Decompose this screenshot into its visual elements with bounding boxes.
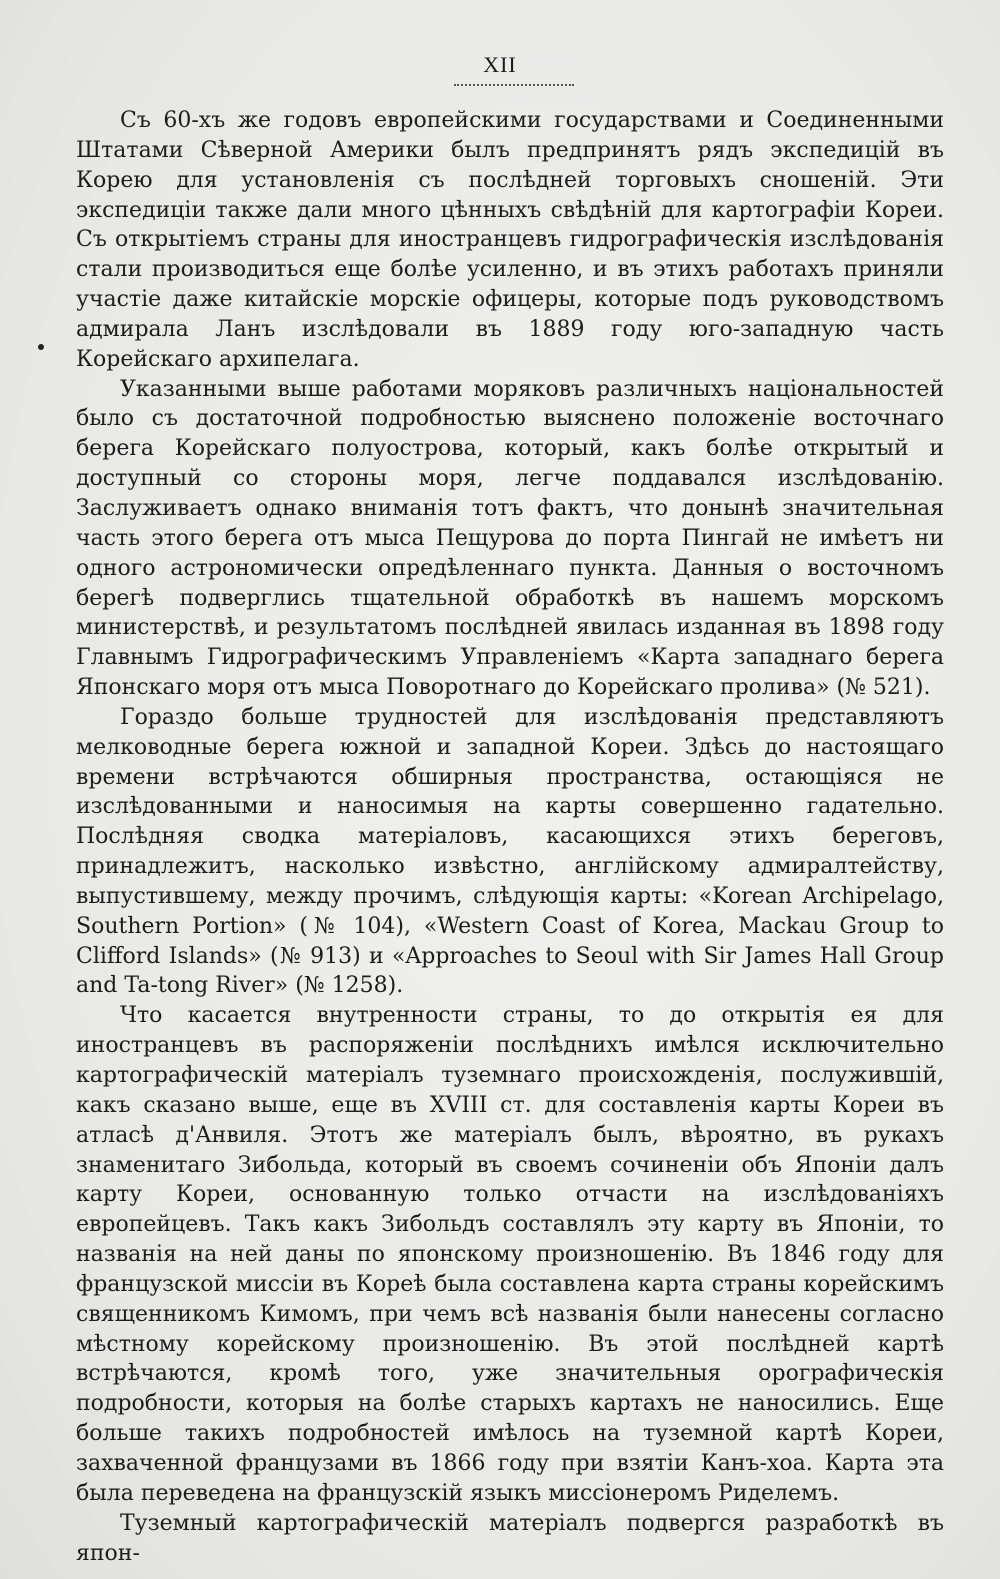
paragraph-interior: Что касается внутренности страны, то до открытія ея для иностранцевъ въ распоряженіи послѣднихъ имѣлся исключительно картографическій матеріалъ туземнаго происхожденія, послужившій, какъ сказано выше, еще въ XVIII ст. для составленія карты Кореи въ атласѣ д'Анвиля. Этотъ же матеріалъ былъ, вѣроятно, въ рукахъ знаменитаго Зибольда, который въ своемъ сочиненіи объ Японіи далъ карту Кореи, основанную только отчасти на изслѣдованіяхъ европейцевъ. Такъ какъ Зибольдъ составлялъ эту карту въ Японіи, то названія на ней даны по японскому произношенію. Въ 1846 году для французской миссіи въ Кореѣ была составлена карта страны корейскимъ священникомъ Кимомъ, при чемъ всѣ названія были нанесены согласно мѣстному корейскому произношенію. Въ этой послѣдней картѣ встрѣчаются, кромѣ того, уже значительныя орографическія подробности, которыя на болѣе старыхъ картахъ не наносились. Еще больше такихъ подробностей имѣлось на туземной картѣ Кореи, захваченной французами въ 1866 году при взятіи Канъ-хоа. Карта эта была переведена на французскій языкъ миссіонеромъ Риделемъ. xyxy=(76,1003,944,1506)
body-text xyxy=(76,106,944,1568)
margin-mark xyxy=(38,344,44,350)
paragraph-native-material: Туземный картографическій матеріалъ подвергся разработкѣ въ япон- xyxy=(76,1510,944,1566)
page-number: XII xyxy=(483,52,517,77)
paragraph-expeditions: Съ 60-хъ же годовъ европейскими государствами и Соединенными Штатами Сѣверной Америки былъ предпринятъ рядъ экспедицій въ Корею для установленія съ послѣдней торговыхъ сношеній. Эти экспедиціи также дали много цѣнныхъ свѣдѣній для картографіи Кореи. Съ открытіемъ страны для иностранцевъ гидрографическія изслѣдованія стали производиться еще болѣе усиленно, и въ этихъ работахъ приняли участіе даже китайскіе морскіе офицеры, которые подъ руководствомъ адмирала Ланъ изслѣдовали въ 1889 году юго-западную часть Корейскаго архипелага. xyxy=(76,108,944,372)
header-divider xyxy=(454,84,574,86)
paragraph-south-west-coast: Гораздо больше трудностей для изслѣдованія представляютъ мелководные берега южной и западной Кореи. Здѣсь до настоящаго времени встрѣчаются обширныя пространства, остающіяся не изслѣдованными и наносимыя на карты совершенно гадательно. Послѣдняя сводка матеріаловъ, касающихся этихъ береговъ, принадлежитъ, насколько извѣстно, англійскому адмиралтейству, выпустившему, между прочимъ, слѣдующія карты: «Korean Archipelago, Southern Portion» (№ 104), «Western Coast of Korea, Mackau Group to Clifford Islands» (№ 913) и «Approaches to Seoul with Sir James Hall Group and Ta-tong River» (№ 1258). xyxy=(76,704,944,999)
paragraph-east-coast: Указанными выше работами моряковъ различныхъ національностей было съ достаточной подробностью выяснено положеніе восточнаго берега Корейскаго полуострова, который, какъ болѣе открытый и доступный со стороны моря, легче поддавался изслѣдованію. Заслуживаетъ однако вниманія тотъ фактъ, что донынѣ значительная часть этого берега отъ мыса Пещурова до порта Пингай не имѣетъ ни одного астрономически опредѣленнаго пункта. Данныя о восточномъ берегѣ подверглись тщательной обработкѣ въ нашемъ морскомъ министерствѣ, и результатомъ послѣдней явилась изданная въ 1898 году Главнымъ Гидрографическимъ Управленіемъ «Карта западнаго берега Японскаго моря отъ мыса Поворотнаго до Корейскаго пролива» (№ 521). xyxy=(76,376,944,701)
